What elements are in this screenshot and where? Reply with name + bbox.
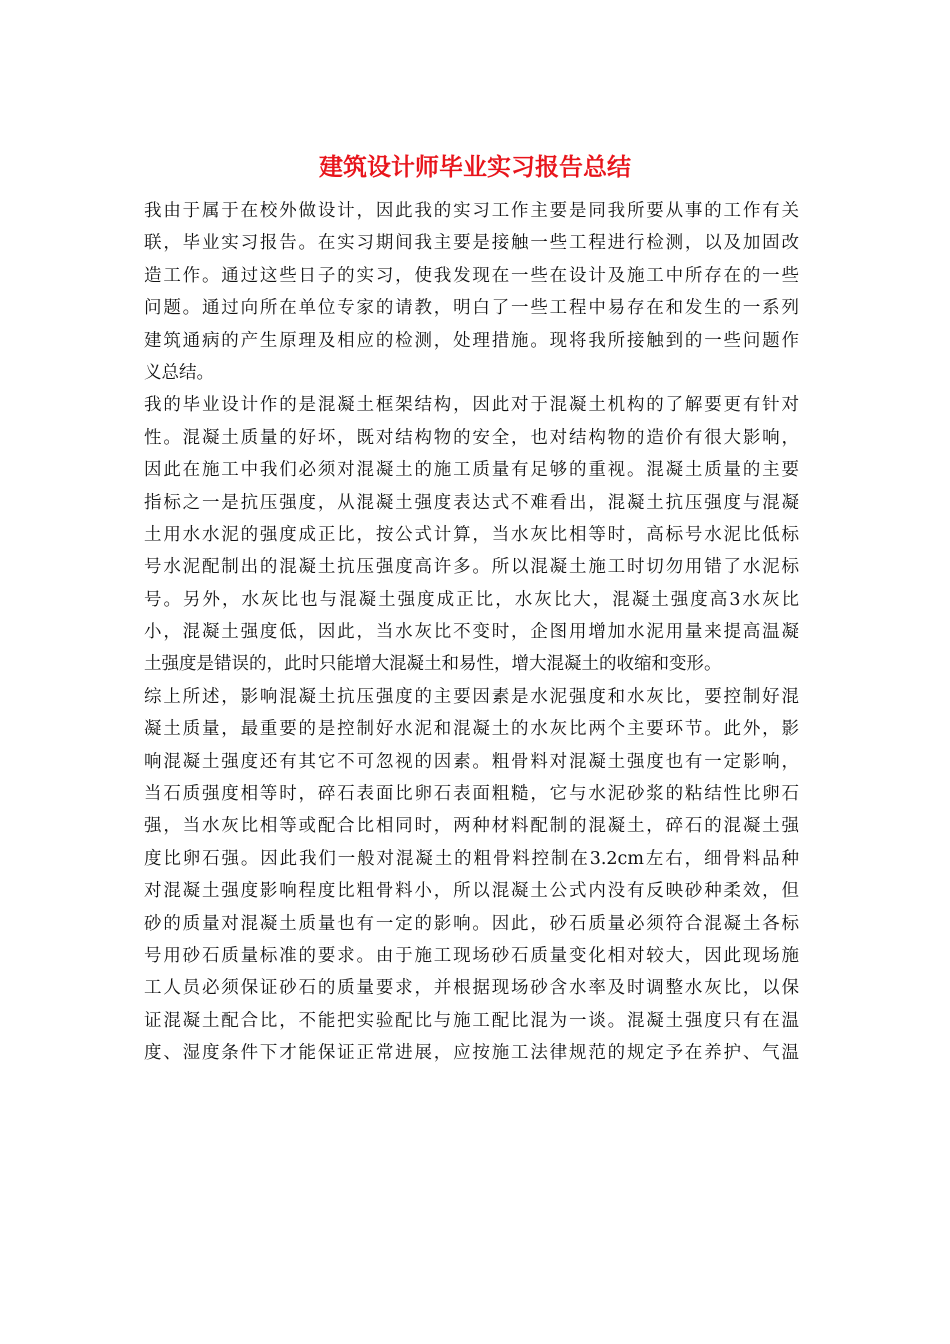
- paragraph-concrete-strength: [144, 389, 799, 681]
- text-line: 因此在施工中我们必须对混凝土的施工质量有足够的重视。混凝土质量的主要: [144, 460, 799, 481]
- text-line: 号水泥配制出的混凝土抗压强度高许多。所以混凝土施工时切勿用错了水泥标: [144, 557, 799, 578]
- document-body: [144, 195, 799, 1070]
- paragraph-intro: [144, 195, 799, 389]
- text-line: 强，当水灰比相等或配合比相同时，两种材料配制的混凝土，碎石的混凝土强: [144, 816, 799, 837]
- text-line: 综上所述，影响混凝土抗压强度的主要因素是水泥强度和水灰比，要控制好混: [144, 686, 799, 707]
- text-line: 工人员必须保证砂石的质量要求，并根据现场砂含水率及时调整水灰比，以保: [144, 978, 799, 999]
- text-line: 度、湿度条件下才能保证正常进展，应按施工法律规范的规定予在养护、气温: [144, 1043, 799, 1064]
- text-line: 土用水水泥的强度成正比，按公式计算，当水灰比相等时，高标号水泥比低标: [144, 524, 799, 545]
- text-line: 砂的质量对混凝土质量也有一定的影响。因此，砂石质量必须符合混凝土各标: [144, 913, 799, 934]
- text-line: 义总结。: [144, 362, 214, 383]
- text-line: 小，混凝土强度低，因此，当水灰比不变时，企图用增加水泥用量来提高温凝: [144, 622, 799, 643]
- text-line: 当石质强度相等时，碎石表面比卵石表面粗糙，它与水泥砂浆的粘结性比卵石: [144, 784, 799, 805]
- text-line: 号用砂石质量标准的要求。由于施工现场砂石质量变化相对较大，因此现场施: [144, 945, 799, 966]
- text-line: 证混凝土配合比，不能把实验配比与施工配比混为一谈。混凝土强度只有在温: [144, 1010, 799, 1031]
- text-line: 建筑通病的产生原理及相应的检测，处理措施。现将我所接触到的一些问题作: [144, 330, 799, 351]
- text-line: 指标之一是抗压强度，从混凝土强度表达式不难看出，混凝土抗压强度与混凝: [144, 492, 799, 513]
- text-line: 我的毕业设计作的是混凝土框架结构，因此对于混凝土机构的了解要更有针对: [144, 395, 799, 416]
- text-line: 度比卵石强。因此我们一般对混凝土的粗骨料控制在3.2cm左右，细骨料品种: [144, 848, 799, 869]
- text-line: 我由于属于在校外做设计，因此我的实习工作主要是同我所要从事的工作有关: [144, 201, 799, 221]
- text-line: 号。另外，水灰比也与混凝土强度成正比，水灰比大，混凝土强度高3水灰比: [144, 589, 799, 610]
- text-line: 性。混凝土质量的好坏，既对结构物的安全，也对结构物的造价有很大影响，: [144, 427, 799, 448]
- text-line: 问题。通过向所在单位专家的请教，明白了一些工程中易存在和发生的一系列: [144, 298, 799, 319]
- text-line: 造工作。通过这些日子的实习，使我发现在一些在设计及施工中所存在的一些: [144, 265, 799, 286]
- text-line: 对混凝土强度影响程度比粗骨料小，所以混凝土公式内没有反映砂种柔效，但: [144, 881, 799, 902]
- text-line: 凝土质量，最重要的是控制好水泥和混凝土的水灰比两个主要环节。此外，影: [144, 719, 799, 740]
- text-line: 联，毕业实习报告。在实习期间我主要是接触一些工程进行检测，以及加固改: [144, 233, 799, 254]
- paragraph-summary: [144, 681, 799, 1070]
- text-line: 土强度是错误的，此时只能增大混凝土和易性，增大混凝土的收缩和变形。: [144, 654, 722, 675]
- document-title: 建筑设计师毕业实习报告总结: [319, 152, 631, 181]
- text-line: 响混凝土强度还有其它不可忽视的因素。粗骨料对混凝土强度也有一定影响，: [144, 751, 799, 772]
